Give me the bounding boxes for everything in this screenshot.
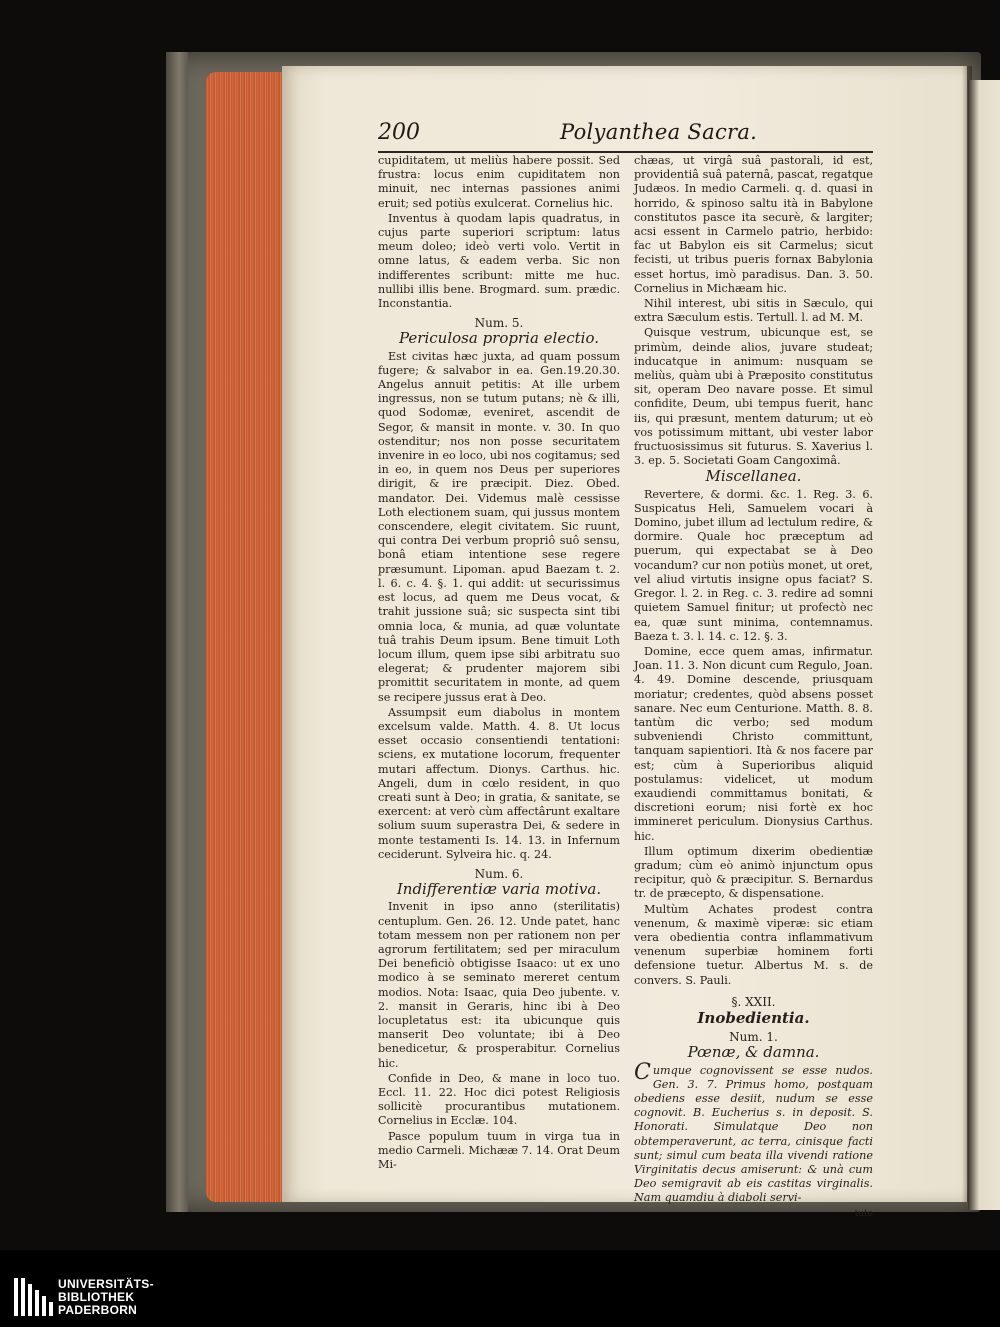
library-logo-text bbox=[58, 1278, 154, 1317]
book-spine-edge bbox=[166, 52, 188, 1212]
paragraph: Invenit in ipso anno (sterilitatis) centuplum. Gen. 26. 12. Unde patet, hanc totam messem non per rationem non per agrorum fertilitatem; sed per miraculum Dei beneficiò obtigisse Isaaco: ut ex uno modico à se seminato mereret centum modios. Nota: Isaac, quia Deo jubente. v. 2. mansit in Geraris, hinc ibi à Deo locupletatus est: ita ubicunque quis manserit Deo voluntate; ibi à Deo benedicetur, & prosperabitur. Cornelius hic. bbox=[378, 900, 620, 1070]
paragraph: cupiditatem, ut meliùs habere possit. Sed frustra: locus enim cupiditatem non minuit, nec internas passiones animi eruit; sed potiùs exulcerat. Cornelius hic. bbox=[378, 154, 620, 210]
drop-cap: C bbox=[634, 1059, 651, 1085]
header-rule bbox=[378, 151, 873, 153]
paragraph: Confide in Deo, & mane in loco tuo. Eccl. 11. 22. Hoc dici potest Religiosis sollicitè procurantibus mutationem. Cornelius in Ecclæ. 104. bbox=[378, 1071, 620, 1128]
section-heading: Periculosa propria electio. bbox=[399, 329, 599, 348]
catchword: tute bbox=[854, 1208, 873, 1219]
section-number: Num. 6. bbox=[474, 866, 524, 881]
facing-page-edge bbox=[968, 80, 1000, 1210]
paragraph: Pasce populum tuum in virga tua in medio Carmeli. Michææ 7. 14. Orat Deum Mi- bbox=[378, 1129, 620, 1172]
page-number: 200 bbox=[378, 120, 420, 145]
paragraph: Nihil interest, ubi sitis in Sæculo, qui extra Sæculum estis. Tertull. l. ad M. M. bbox=[634, 297, 873, 325]
section-heading: Indifferentiæ varia motiva. bbox=[396, 880, 602, 899]
paragraph-text: umque cognovissent se esse nudos. Gen. 3. 7. Primus homo, postquam obediens esse desiit, nudum se esse cognovit. B. Eucherius s. in deposit. S. Honorati. Simulatque Deo non obtemperaverunt, ac terra, cinisque facti sunt; simul cum beata illa vivendi ratione Virginitatis decus amiserunt: & unà cum Deo semigravit ab eis castitas virginalis. Nam quamdiu à diaboli servi- bbox=[634, 1063, 873, 1205]
library-logo-icon bbox=[14, 1278, 54, 1316]
right-column bbox=[634, 154, 873, 1221]
page-header bbox=[378, 118, 873, 152]
paragraph: Domine, ecce quem amas, infirmatur. Joan. 11. 3. Non dicunt cum Regulo, Joan. 4. 49. Domine descende, priusquam moriatur; credentes, quòd absens posset sanare. Nec eum Centurione. Matth. 8. 8. tantùm dic verbo; sed modum subveniendi Christo committunt, tanquam sapientiori. Ità & nos facere par est; cùm à Superioribus aliquid postulamus: videlicet, ut modum exaudiendi committamus bonitati, & discretioni eorum; nisi fortè ex hoc immineret periculum. Dionysius Carthus. hic. bbox=[634, 644, 873, 843]
logo-line: UNIVERSITÄTS- bbox=[58, 1277, 154, 1291]
paragraph: chæas, ut virgâ suâ pastorali, id est, providentiâ suâ paternâ, pascat, regatque Judæos. In medio Carmeli. q. d. quasi in horrido, & spinoso saltu ità in Babylone constitutos pasce ita securè, & largiter; acsi essent in Carmelo patrio, herbido: fac ut Babylon eis sit Carmelus; sicut fecisti, ut tribus pueris fornax Babylonia esset hortus, imò paradisus. Dan. 3. 50. Cornelius in Michæam hic. bbox=[634, 154, 873, 295]
section-number: Num. 5. bbox=[474, 316, 524, 331]
paragraph: Est civitas hæc juxta, ad quam possum fugere; & salvabor in ea. Gen.19.20.30. Angelus annuit petitis: At ille urbem ingressus, non se tutum putans; nè & illi, quod Sodomæ, eveniret, ascendit de Segor, & mansit in monte. v. 30. In quo ostenditur; nos non posse securitatem invenire in eo loco, ubi nos cogitamus; sed in eo, in quem nos Deus per superiores dirigit, & ire præcipit. Diez. Obed. mandator. Dei. Videmus malè cessisse Loth electionem suam, qui jussus montem conscendere, elegit civitatem. Sic ruunt, qui contra Dei verbum propriô suô sensu, bonâ etiam intentione sese regere præsumunt. Lipoman. apud Baezam t. 2. l. 6. c. 4. §. 1. qui addit: ut securissimus est locus, ad quem me Deus vocat, & trahit jussione suâ; sic suspecta sint tibi omnia loca, & munia, ad quæ voluntate tuâ trahis Deum ipsum. Bene timuit Loth locum illum, quem ipse sibi arbitratu suo elegerat; & prudenter majorem sibi promittit securitatem in monte, ad quem se recipere jussus erat à Deo. bbox=[378, 349, 620, 704]
paragraph: Illum optimum dixerim obedientiæ gradum; cùm eò animò injunctum opus recipitur, quò & præcipitur. S. Bernardus tr. de præcepto, & dispensatione. bbox=[634, 844, 873, 901]
section-heading: Miscellanea. bbox=[705, 467, 802, 486]
section-marker: §. XXII. bbox=[731, 994, 776, 1009]
section-number: Num. 1. bbox=[729, 1030, 778, 1045]
paragraph: Assumpsit eum diabolus in montem excelsum valde. Matth. 4. 8. Ut locus esset occasio consentiendi tentationi: sciens, ex mutatione locorum, frequenter mutari affectum. Dionys. Carthus. hic. Angeli, dum in cœlo resident, in quo creati sunt à Deo; in gratia, & sanitate, se exercent: at verò cùm affectârunt exaltare solium suum superastra Dei, & sedere in monte testamenti Is. 14. 13. in Infernum ceciderunt. Sylveira hic. q. 24. bbox=[378, 705, 620, 861]
logo-line: PADERBORN bbox=[58, 1303, 138, 1317]
logo-line: BIBLIOTHEK bbox=[58, 1290, 135, 1304]
page-edges-red bbox=[206, 72, 284, 1202]
paragraph: Quisque vestrum, ubicunque est, se primùm, deinde alios, juvare studeat; inducatque in animum: nusquam se meliùs, quàm ubi à Præposito constitutus sit, operam Deo navare posse. Et simul confidite, Deum, ubi tempus fuerit, hanc iis, qui præsunt, mentem daturum; ut eò vos potissimum mittant, ubi vester labor fructuosissimus sit futurus. S. Xaverius l. 3. ep. 5. Societati Goam Cangoximâ. bbox=[634, 326, 873, 468]
paragraph: Revertere, & dormi. &c. 1. Reg. 3. 6. Suspicatus Heli, Samuelem vocari à Domino, jubet illum ad lectulum redire, & dormire. Quale hoc præceptum ad puerum, qui expectabat se à Deo vocandum? cur non potiùs monet, ut oret, vel aliud virtutis insigne opus faciat? S. Gregor. l. 2. in Reg. c. 3. redire ad somni quietem Samuel finitur; ut profectò nec ea, quæ sunt minima, contemnamus. Baeza t. 3. l. 14. c. 12. §. 3. bbox=[634, 487, 873, 643]
paragraph bbox=[634, 1059, 873, 1206]
left-column bbox=[378, 154, 620, 1173]
paragraph: Multùm Achates prodest contra venenum, & maximè viperæ: sic etiam vera obedientia contra inflammativum venenum superbiæ hominem forti defensione tuetur. Albertus M. s. de convers. S. Pauli. bbox=[634, 902, 873, 987]
section-heading: Inobedientia. bbox=[697, 1008, 810, 1027]
running-title: Polyanthea Sacra. bbox=[560, 120, 758, 144]
paragraph: Inventus à quodam lapis quadratus, in cujus parte superiori scriptum: latus meum doleo; ideò verti volo. Vertit in omne latus, & eadem verba. Sic non indifferentes scribunt: mitte me huc. nullibi illis bene. Brogmard. sum. prædic. Inconstantia. bbox=[378, 211, 620, 311]
section-heading: Pœnæ, & damna. bbox=[687, 1043, 820, 1062]
